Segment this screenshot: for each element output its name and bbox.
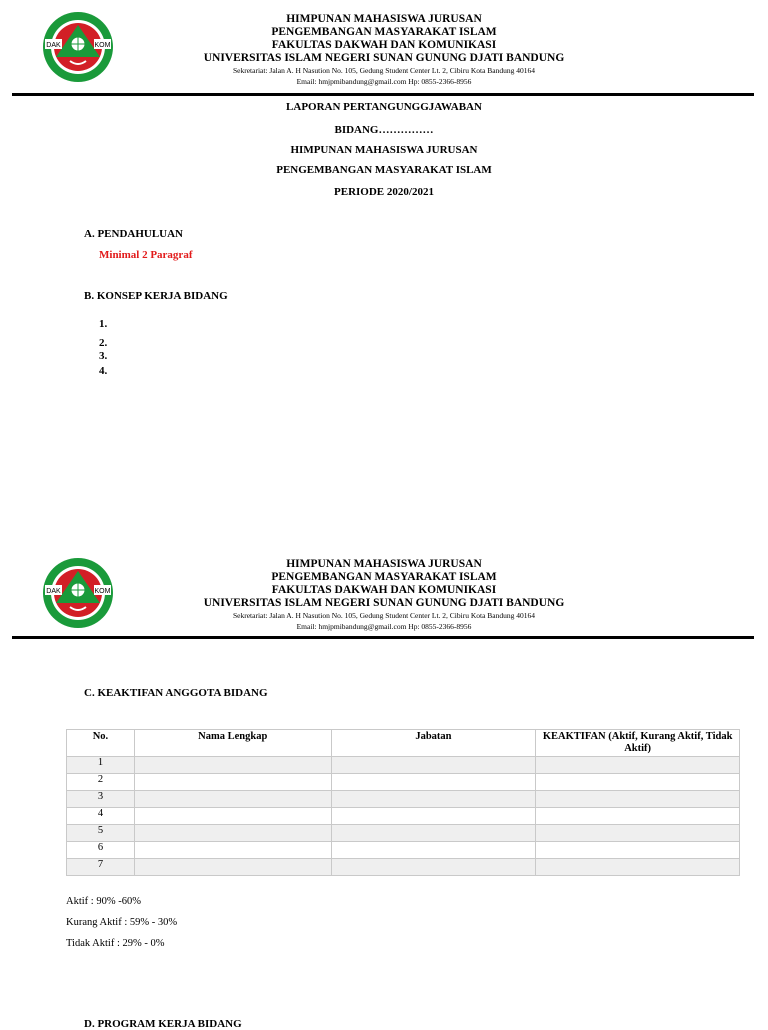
row-number: 1 [67,757,135,774]
legend-tidak-aktif: Tidak Aktif : 29% - 0% [66,938,165,949]
row-number: 6 [67,842,135,859]
list-item: 2. [99,337,108,349]
letterhead-contact: Email: hmjpmibandung@gmail.com Hp: 0855-2366-8956 [296,77,472,86]
organization-logo-icon [42,557,114,629]
column-header-name: Nama Lengkap [134,730,331,757]
list-item: 3. [99,350,108,362]
row-number: 2 [67,774,135,791]
position-cell[interactable] [331,859,536,876]
activity-cell[interactable] [536,757,740,774]
letterhead-page2 [0,546,768,646]
report-program: PENGEMBANGAN MASYARAKAT ISLAM [276,164,492,176]
name-cell[interactable] [134,825,331,842]
report-field: BIDANG…………… [334,124,434,136]
activity-cell[interactable] [536,825,740,842]
legend-aktif: Aktif : 90% -60% [66,896,141,907]
row-number: 5 [67,825,135,842]
activity-cell[interactable] [536,859,740,876]
letterhead-address: Sekretariat: Jalan A. H Nasution No. 105, Gedung Student Center Lt. 2, Cibiru Kota Bandung 40164 [232,611,536,620]
section-d-heading: D. PROGRAM KERJA BIDANG [84,1018,242,1030]
column-header-no: No. [67,730,135,757]
position-cell[interactable] [331,791,536,808]
svg-text:KOM: KOM [94,42,111,49]
letterhead-address: Sekretariat: Jalan A. H Nasution No. 105, Gedung Student Center Lt. 2, Cibiru Kota Bandung 40164 [232,66,536,75]
letterhead-line-2: PENGEMBANGAN MASYARAKAT ISLAM [271,26,497,38]
table-row [67,842,740,859]
section-a-note: Minimal 2 Paragraf [99,249,193,261]
name-cell[interactable] [134,859,331,876]
svg-text:KOM: KOM [94,588,111,595]
position-cell[interactable] [331,757,536,774]
row-number: 4 [67,808,135,825]
report-title: LAPORAN PERTANGUNGGJAWABAN [286,101,482,113]
report-org: HIMPUNAN MAHASISWA JURUSAN [290,144,478,156]
table-row [67,825,740,842]
name-cell[interactable] [134,791,331,808]
legend-kurang-aktif: Kurang Aktif : 59% - 30% [66,917,178,928]
letterhead-divider [12,93,754,96]
section-b-heading: B. KONSEP KERJA BIDANG [84,290,228,302]
position-cell[interactable] [331,808,536,825]
activity-cell[interactable] [536,774,740,791]
table-row [67,808,740,825]
name-cell[interactable] [134,842,331,859]
section-c-heading: C. KEAKTIFAN ANGGOTA BIDANG [84,687,268,699]
table-row [67,859,740,876]
letterhead-page1 [0,0,768,100]
letterhead-line-3: FAKULTAS DAKWAH DAN KOMUNIKASI [271,39,497,51]
letterhead-line-2: PENGEMBANGAN MASYARAKAT ISLAM [271,571,497,583]
position-cell[interactable] [331,825,536,842]
letterhead-line-1: HIMPUNAN MAHASISWA JURUSAN [286,13,482,25]
letterhead-line-1: HIMPUNAN MAHASISWA JURUSAN [286,558,482,570]
letterhead-text [160,13,608,87]
row-number: 3 [67,791,135,808]
column-header-position: Jabatan [331,730,536,757]
svg-text:DAK: DAK [46,42,61,49]
name-cell[interactable] [134,757,331,774]
activity-cell[interactable] [536,842,740,859]
name-cell[interactable] [134,774,331,791]
section-a-heading: A. PENDAHULUAN [84,228,183,240]
letterhead-text [160,558,608,632]
svg-text:DAK: DAK [46,588,61,595]
list-item: 1. [99,318,108,330]
letterhead-contact: Email: hmjpmibandung@gmail.com Hp: 0855-2366-8956 [296,622,472,631]
row-number: 7 [67,859,135,876]
list-item: 4. [99,365,108,377]
position-cell[interactable] [331,774,536,791]
letterhead-line-3: FAKULTAS DAKWAH DAN KOMUNIKASI [271,584,497,596]
letterhead-line-4: UNIVERSITAS ISLAM NEGERI SUNAN GUNUNG DJATI BANDUNG [203,597,565,609]
table-row [67,774,740,791]
name-cell[interactable] [134,808,331,825]
table-row [67,757,740,774]
organization-logo-icon [42,11,114,83]
letterhead-divider [12,636,754,639]
members-activity-table [66,729,740,876]
report-period: PERIODE 2020/2021 [334,186,434,198]
table-header-row [67,730,740,757]
activity-cell[interactable] [536,808,740,825]
position-cell[interactable] [331,842,536,859]
activity-cell[interactable] [536,791,740,808]
column-header-activity: KEAKTIFAN (Aktif, Kurang Aktif, Tidak Aktif) [536,730,740,757]
letterhead-line-4: UNIVERSITAS ISLAM NEGERI SUNAN GUNUNG DJATI BANDUNG [203,52,565,64]
table-row [67,791,740,808]
